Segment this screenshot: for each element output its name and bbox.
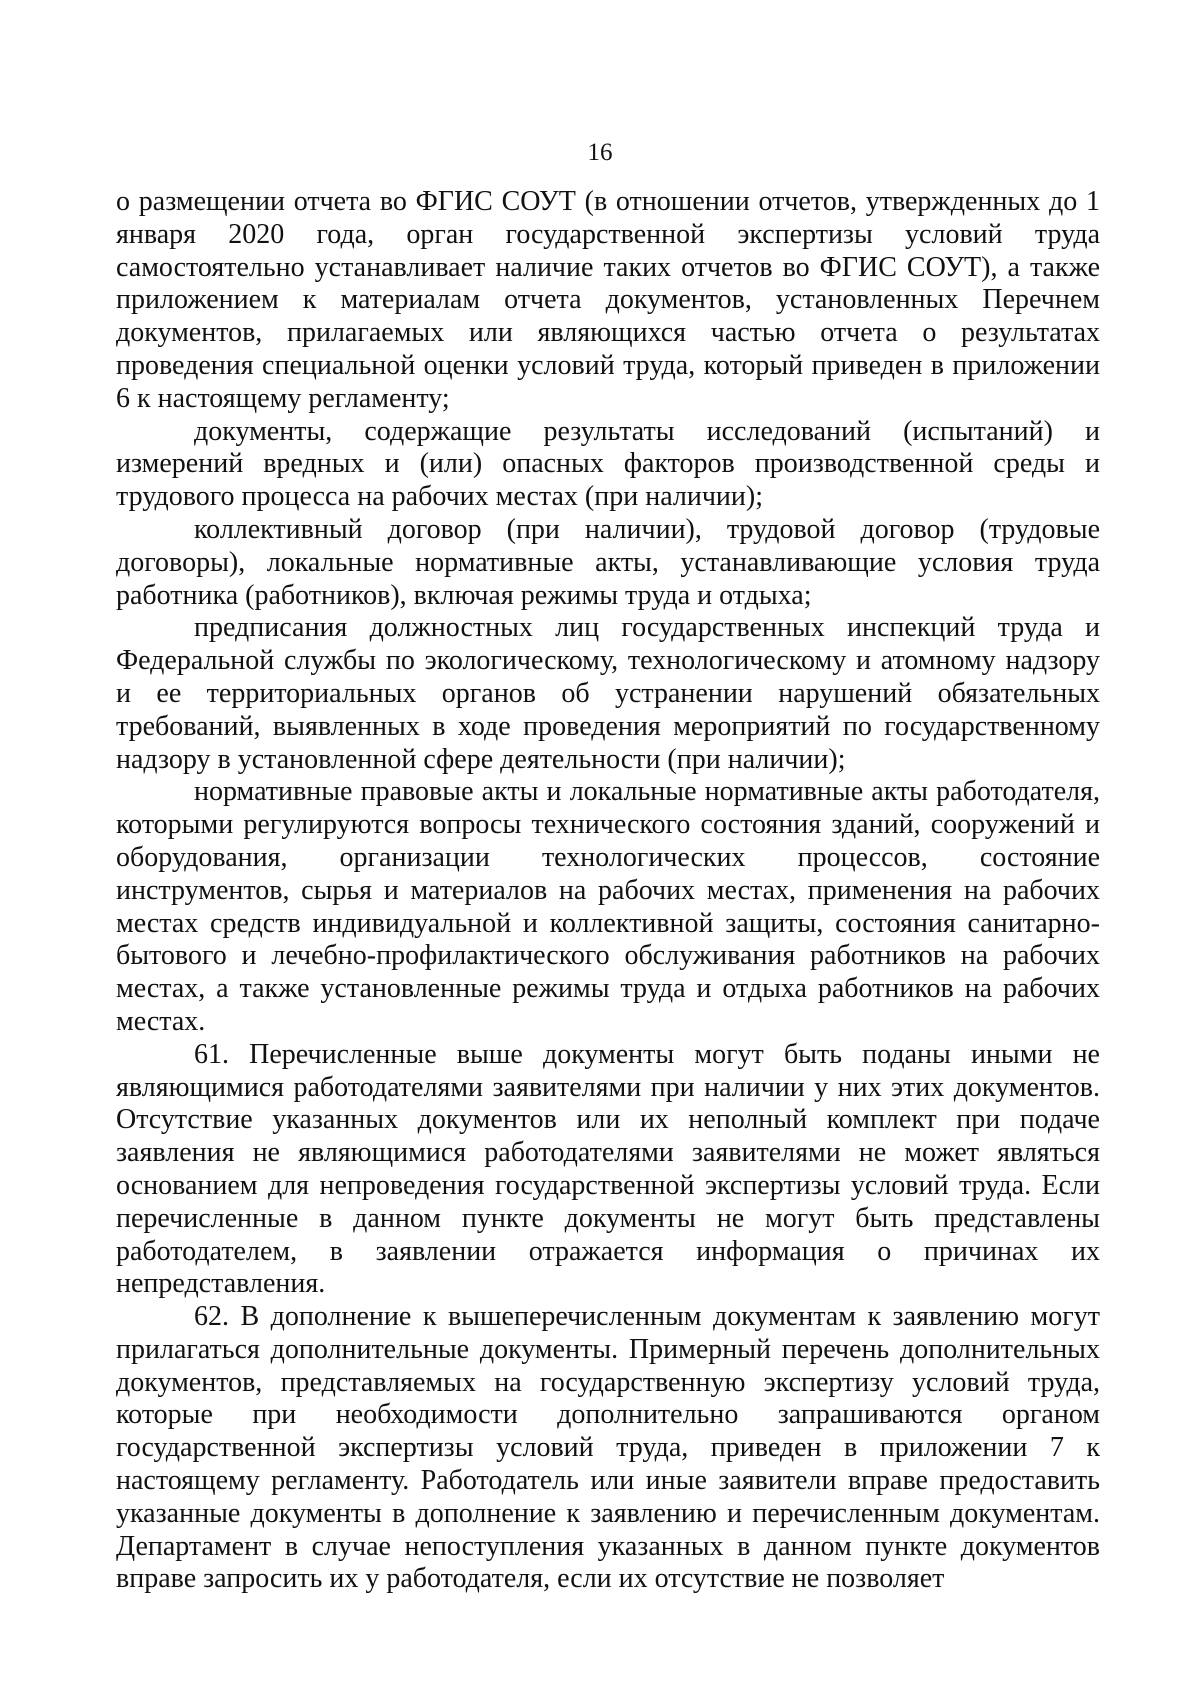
paragraph-item-62: 62. В дополнение к вышеперечисленным документам к заявлению могут прилагаться дополнительные документы. Примерный перечень дополнительных документов, представляемых на государственную экспертизу условий труда, которые при необходимости дополнительно запрашиваются органом государственной экспертизы условий труда, приведен в приложении 7 к настоящему регламенту. Работодатель или иные заявители вправе предоставить указанные документы в дополнение к заявлению и перечисленным документам. Департамент в случае непоступления указанных в данном пункте документов вправе запросить их у работодателя, если их отсутствие не позволяет <box>116 1301 1100 1595</box>
paragraph-inspection-orders: предписания должностных лиц государственных инспекций труда и Федеральной службы по экологическому, технологическому и атомному надзору и ее территориальных органов об устранении нарушений обязательных требований, выявленных в ходе проведения мероприятий по государственному надзору в установленной сфере деятельности (при наличии); <box>116 612 1100 775</box>
paragraph-normative-acts: нормативные правовые акты и локальные нормативные акты работодателя, которыми регулируются вопросы технического состояния зданий, сооружений и оборудования, организации технологических процессов, состояние инструментов, сырья и материалов на рабочих местах, применения на рабочих местах средств индивидуальной и коллективной защиты, состояния санитарно-бытового и лечебно-профилактического обслуживания работников на рабочих местах, а также установленные режимы труда и отдыха работников на рабочих местах. <box>116 776 1100 1037</box>
paragraph-collective-agreement: коллективный договор (при наличии), трудовой договор (трудовые договоры), локальные нормативные акты, устанавливающие условия труда работника (работников), включая режимы труда и отдыха; <box>116 513 1100 611</box>
page-number: 16 <box>587 139 613 166</box>
paragraph-item-61: 61. Перечисленные выше документы могут быть поданы иными не являющимися работодателями заявителями при наличии у них этих документов. Отсутствие указанных документов или их неполный комплект при подаче заявления не являющимися работодателями заявителями не может являться основанием для непроведения государственной экспертизы условий труда. Если перечисленные в данном пункте документы не могут быть представлены работодателем, в заявлении отражается информация о причинах их непредставления. <box>116 1038 1100 1300</box>
paragraph-continuation: о размещении отчета во ФГИС СОУТ (в отношении отчетов, утвержденных до 1 января 2020 года, орган государственной экспертизы условий труда самостоятельно устанавливает наличие таких отчетов во ФГИС СОУТ), а также приложением к материалам отчета документов, установленных Перечнем документов, прилагаемых или являющихся частью отчета о результатах проведения специальной оценки условий труда, который приведен в приложении 6 к настоящему регламенту; <box>116 186 1100 414</box>
document-body <box>116 186 1100 1596</box>
paragraph-research-results: документы, содержащие результаты исследований (испытаний) и измерений вредных и (или) опасных факторов производственной среды и трудового процесса на рабочих местах (при наличии); <box>116 415 1100 513</box>
